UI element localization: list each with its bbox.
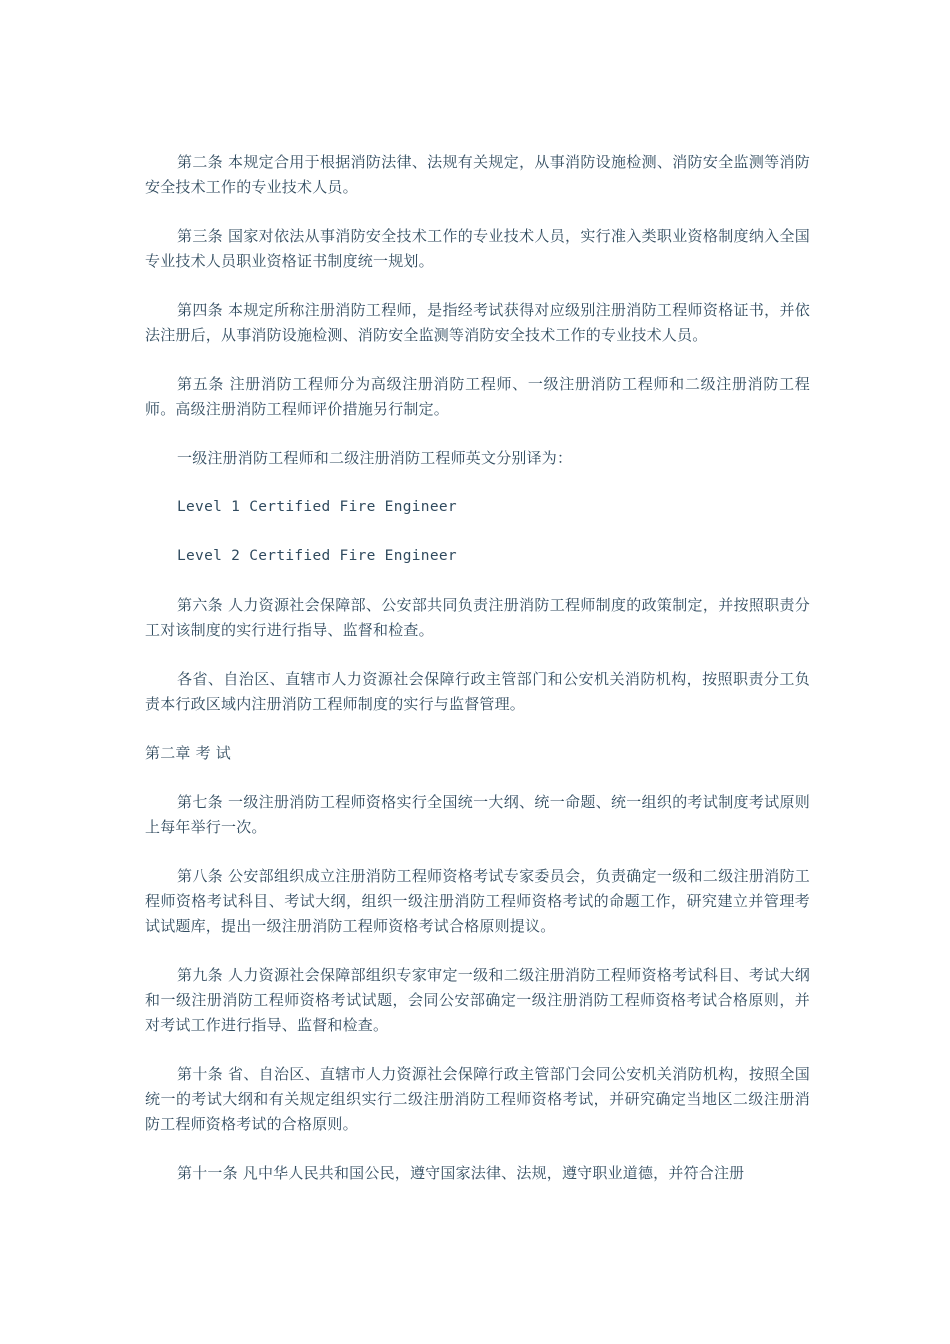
article-10-paragraph: 第十条 省、自治区、直辖市人力资源社会保障行政主管部门会同公安机关消防机构，按照全国统一的考试大纲和有关规定组织实行二级注册消防工程师资格考试，并研究确定当地区二级注册消防工程师资格考试的合格原则。 — [145, 1065, 810, 1133]
article-2-paragraph: 第二条 本规定合用于根据消防法律、法规有关规定，从事消防设施检测、消防安全监测等消防安全技术工作的专业技术人员。 — [145, 153, 810, 196]
english-translation-intro: 一级注册消防工程师和二级注册消防工程师英文分别译为： — [177, 449, 573, 467]
article-3-paragraph: 第三条 国家对依法从事消防安全技术工作的专业技术人员，实行准入类职业资格制度纳入全国专业技术人员职业资格证书制度统一规划。 — [145, 227, 810, 270]
english-title-level-1: Level 1 Certified Fire Engineer — [177, 499, 457, 515]
article-5-paragraph: 第五条 注册消防工程师分为高级注册消防工程师、一级注册消防工程师和二级注册消防工程师。高级注册消防工程师评价措施另行制定。 — [145, 375, 810, 418]
article-9-paragraph: 第九条 人力资源社会保障部组织专家审定一级和二级注册消防工程师资格考试科目、考试大纲和一级注册消防工程师资格考试试题，会同公安部确定一级注册消防工程师资格考试合格原则，并对考试工作进行指导、监督和检查。 — [145, 966, 810, 1034]
chapter-2-heading: 第二章 考 试 — [145, 744, 231, 762]
article-8-paragraph: 第八条 公安部组织成立注册消防工程师资格考试专家委员会，负责确定一级和二级注册消防工程师资格考试科目、考试大纲，组织一级注册消防工程师资格考试的命题工作，研究建立并管理考试试题库，提出一级注册消防工程师资格考试合格原则提议。 — [145, 867, 810, 935]
document-page — [145, 150, 810, 1210]
article-4-paragraph: 第四条 本规定所称注册消防工程师，是指经考试获得对应级别注册消防工程师资格证书，并依法注册后，从事消防设施检测、消防安全监测等消防安全技术工作的专业技术人员。 — [145, 301, 810, 344]
article-7-paragraph: 第七条 一级注册消防工程师资格实行全国统一大纲、统一命题、统一组织的考试制度考试原则上每年举行一次。 — [145, 793, 810, 836]
article-11-paragraph: 第十一条 凡中华人民共和国公民，遵守国家法律、法规，遵守职业道德，并符合注册 — [177, 1164, 745, 1182]
english-title-level-2: Level 2 Certified Fire Engineer — [177, 548, 457, 564]
article-6-paragraph-2: 各省、自治区、直辖市人力资源社会保障行政主管部门和公安机关消防机构，按照职责分工负责本行政区域内注册消防工程师制度的实行与监督管理。 — [145, 670, 810, 713]
article-6-paragraph: 第六条 人力资源社会保障部、公安部共同负责注册消防工程师制度的政策制定，并按照职责分工对该制度的实行进行指导、监督和检查。 — [145, 596, 810, 639]
